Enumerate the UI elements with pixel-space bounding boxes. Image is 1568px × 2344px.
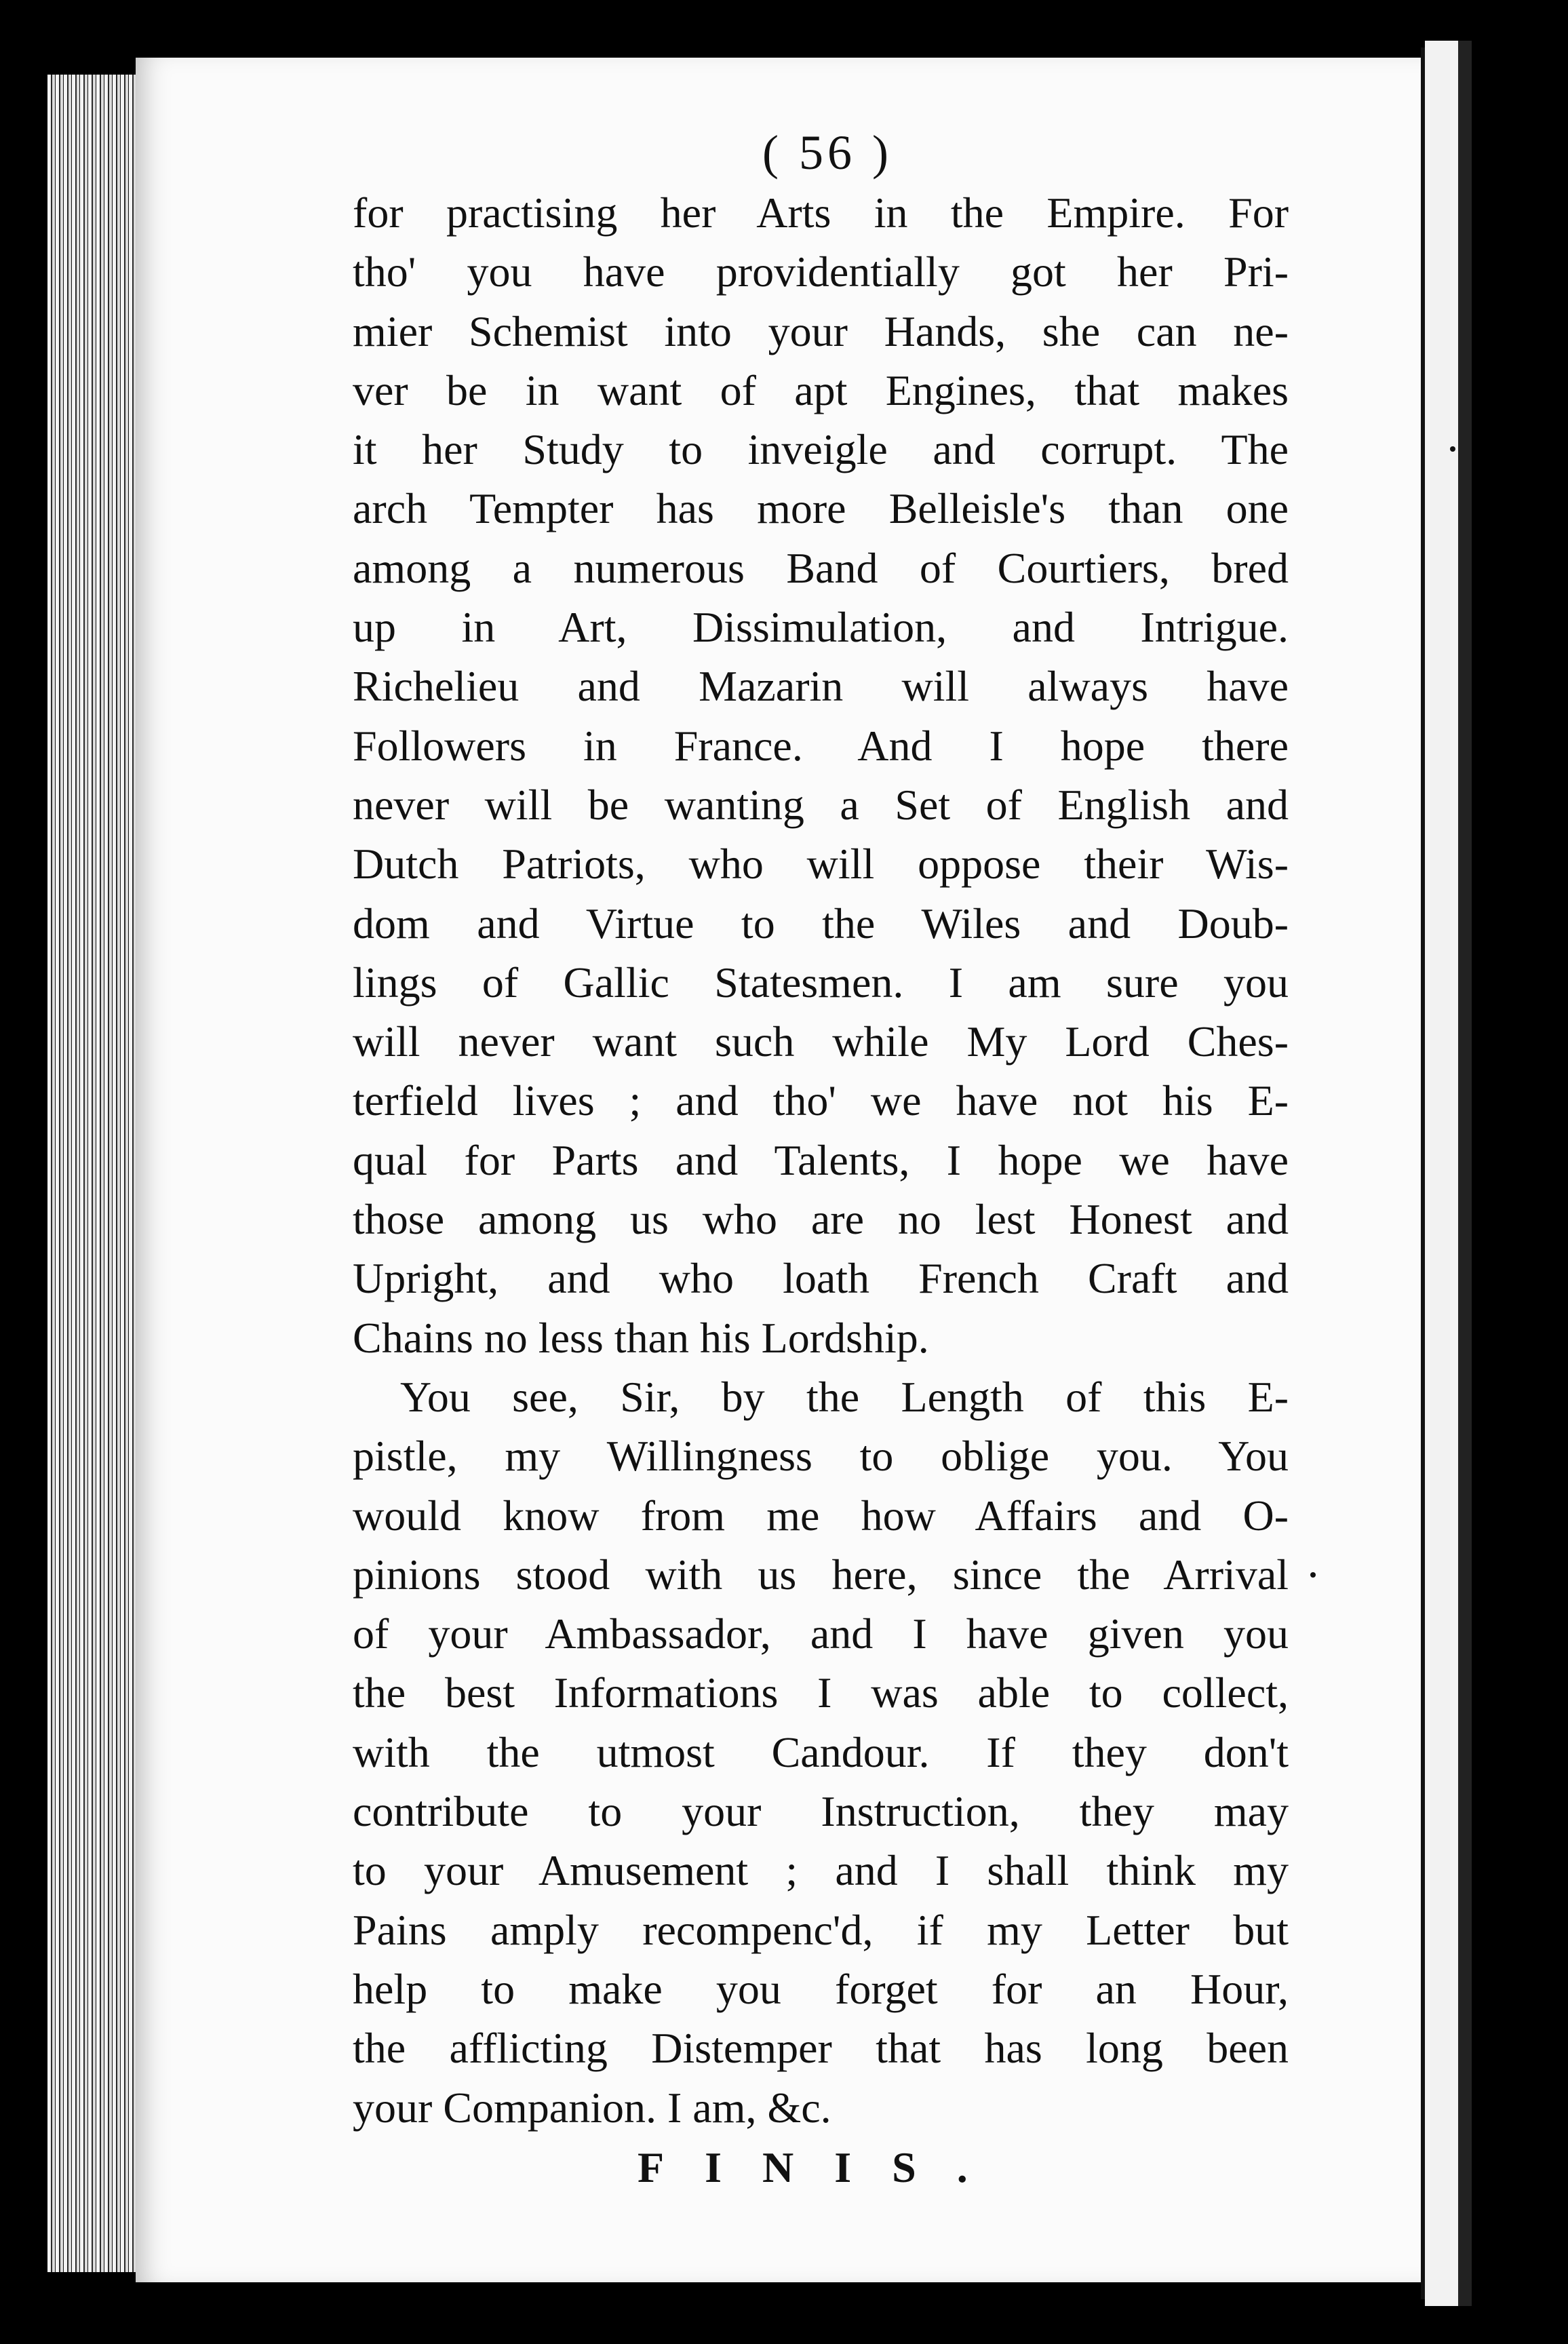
text-line: Upright, and who loath French Craft and [353,1254,1289,1303]
facing-page-shadow [1458,41,1472,2306]
text-line: for practising her Arts in the Empire. For [353,189,1289,237]
page-number: ( 56 ) [762,125,893,180]
text-line: pinions stood with us here, since the Arrival [353,1550,1289,1599]
text-line: terfield lives ; and tho' we have not his E- [353,1076,1289,1125]
text-line: up in Art, Dissimulation, and Intrigue. [353,603,1289,652]
text-line: those among us who are no lest Honest and [353,1195,1289,1244]
text-line: never will be wanting a Set of English and [353,780,1289,829]
text-line: it her Study to inveigle and corrupt. The [353,425,1289,474]
text-line: ver be in want of apt Engines, that makes [353,366,1289,414]
text-line: lings of Gallic Statesmen. I am sure you [353,958,1289,1007]
text-line: would know from me how Affairs and O- [353,1491,1289,1540]
text-line: your Companion. I am, &c. [353,2083,831,2132]
text-line: the afflicting Distemper that has long been [353,2024,1289,2073]
text-line: You see, Sir, by the Length of this E- [400,1372,1289,1421]
speck-mark [1450,446,1455,452]
text-line: Chains no less than his Lordship. [353,1313,929,1362]
text-line: contribute to your Instruction, they may [353,1787,1289,1836]
page-text-block [353,122,1289,2198]
finis-heading: FINIS. [638,2143,1008,2191]
text-line: help to make you forget for an Hour, [353,1964,1289,2013]
text-line: pistle, my Willingness to oblige you. You [353,1432,1289,1481]
speck-mark [1310,1572,1316,1578]
text-line: with the utmost Candour. If they don't [353,1727,1289,1776]
text-line: among a numerous Band of Courtiers, bred [353,543,1289,592]
text-line: qual for Parts and Talents, I hope we have [353,1135,1289,1184]
text-line: arch Tempter has more Belleisle's than one [353,484,1289,533]
text-line: will never want such while My Lord Ches- [353,1017,1289,1066]
text-line: dom and Virtue to the Wiles and Doub- [353,899,1289,948]
text-line: Dutch Patriots, who will oppose their Wis- [353,840,1289,888]
text-line: of your Ambassador, and I have given you [353,1609,1289,1658]
text-line: Followers in France. And I hope there [353,721,1289,770]
text-line: mier Schemist into your Hands, she can ne- [353,307,1289,355]
text-line: tho' you have providentially got her Pri- [353,248,1289,296]
text-line: the best Informations I was able to collect, [353,1668,1289,1717]
text-line: to your Amusement ; and I shall think my [353,1846,1289,1895]
text-line: Pains amply recompenc'd, if my Letter but [353,1905,1289,1954]
book-page-edges [47,75,149,2272]
text-line: Richelieu and Mazarin will always have [353,662,1289,711]
